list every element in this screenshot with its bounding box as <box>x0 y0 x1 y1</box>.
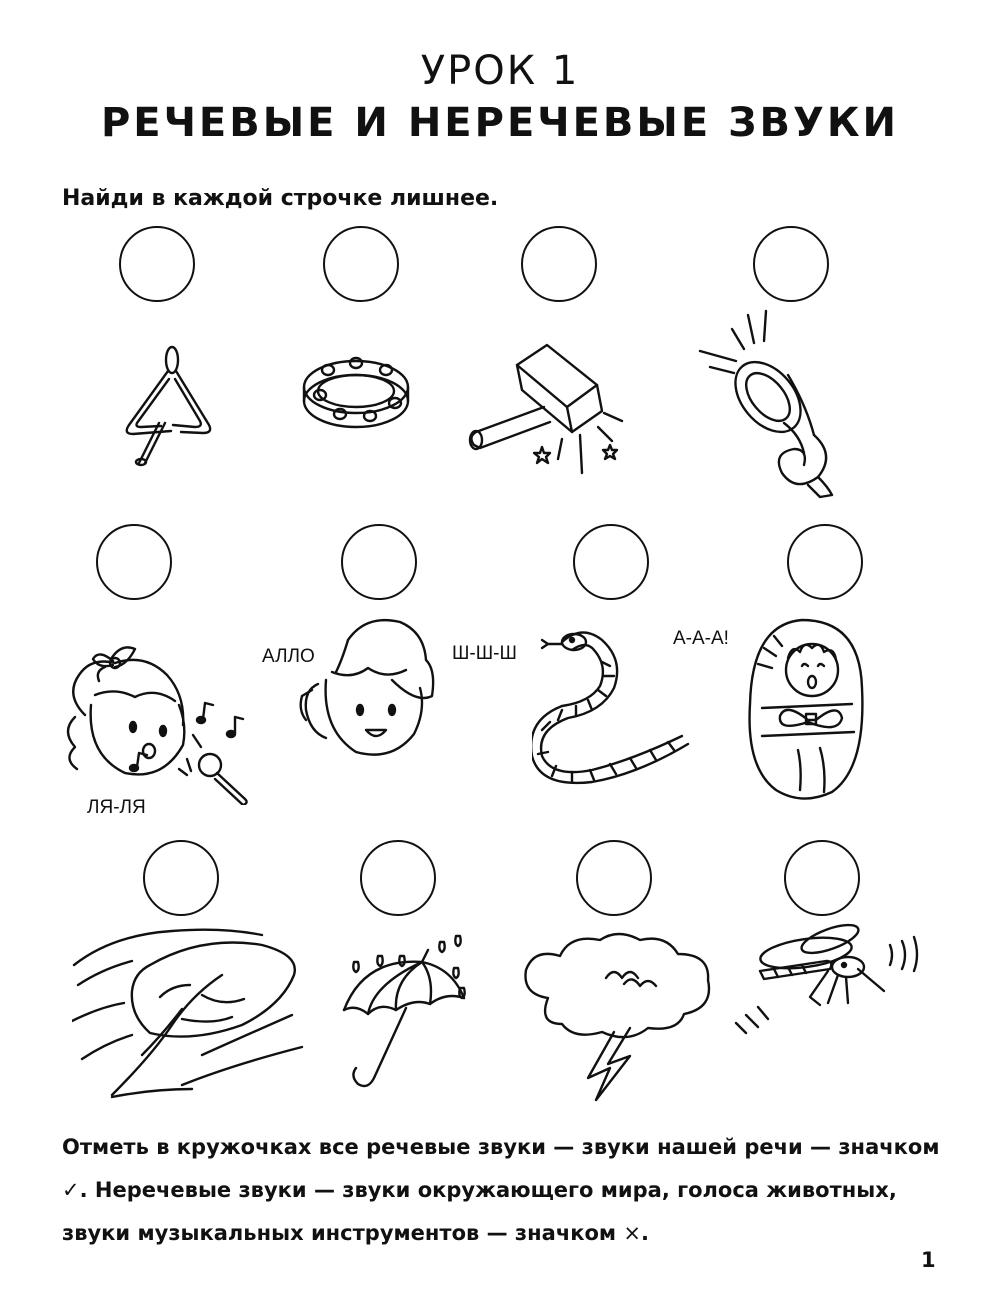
umbrella-rain-icon <box>334 928 484 1093</box>
task-text-part2: . Неречевые звуки — звуки окружающего мира, голоса животных, звуки музыкальных инструментов — значком <box>62 1178 897 1245</box>
check-mark-icon: ✓ <box>62 1178 80 1202</box>
answer-circle[interactable] <box>119 226 195 302</box>
answer-circle[interactable] <box>143 840 219 916</box>
mosquito-icon <box>730 915 920 1065</box>
sound-label-sh-sh-sh: Ш-Ш-Ш <box>452 643 517 664</box>
hammer-icon <box>462 335 642 475</box>
boy-on-phone-icon <box>296 610 446 770</box>
answer-circle[interactable] <box>96 524 172 600</box>
tambourine-icon <box>296 345 416 445</box>
answer-circle[interactable] <box>323 226 399 302</box>
answer-circle[interactable] <box>573 524 649 600</box>
instruction-text: Найди в каждой строчке лишнее. <box>62 186 499 211</box>
wind-tree-icon <box>72 925 312 1105</box>
sound-label-allo: АЛЛО <box>262 646 315 667</box>
crying-baby-icon <box>742 608 872 808</box>
answer-circle[interactable] <box>787 524 863 600</box>
task-text-part3: . <box>641 1221 649 1245</box>
horn-trumpet-icon <box>696 305 836 500</box>
answer-circle[interactable] <box>360 840 436 916</box>
answer-circle[interactable] <box>784 840 860 916</box>
page-title: РЕЧЕВЫЕ И НЕРЕЧЕВЫЕ ЗВУКИ <box>100 100 900 146</box>
task-text-part1: Отметь в кружочках все речевые звуки — звуки нашей речи — значком <box>62 1135 940 1159</box>
answer-circle[interactable] <box>521 226 597 302</box>
lesson-number: УРОК 1 <box>420 48 580 94</box>
triangle-instrument-icon <box>115 335 225 470</box>
task-text <box>62 1126 942 1255</box>
singing-girl-icon <box>55 635 265 805</box>
sound-label-la-la: ЛЯ-ЛЯ <box>87 797 146 818</box>
thundercloud-icon <box>518 928 718 1103</box>
sound-label-a-a-a: А-А-А! <box>673 628 729 649</box>
answer-circle[interactable] <box>341 524 417 600</box>
page-number: 1 <box>921 1248 936 1272</box>
answer-circle[interactable] <box>753 226 829 302</box>
snake-icon <box>532 620 692 790</box>
cross-mark-icon: × <box>623 1221 642 1245</box>
answer-circle[interactable] <box>576 840 652 916</box>
